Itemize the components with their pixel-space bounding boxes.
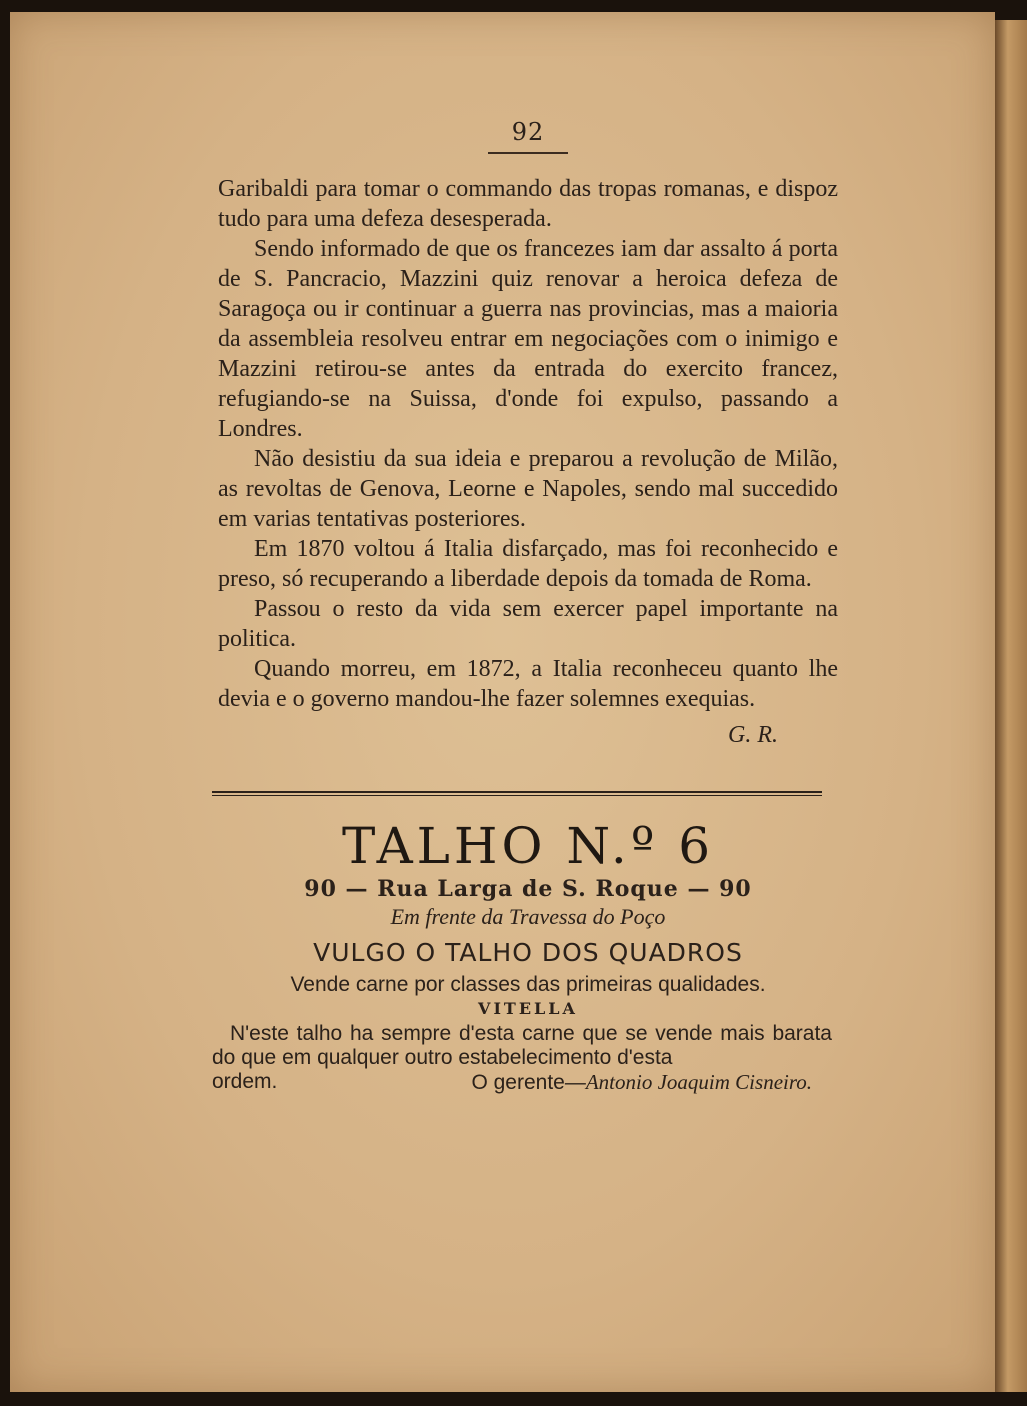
section-divider (212, 791, 822, 796)
paragraph: Sendo informado de que os francezes iam dar assalto á porta de S. Pancracio, Mazzini quiz renovar a heroica defeza de Saragoça ou ir continuar a guerra nas provincias, mas a maioria da assembleia resolveu entrar em negociações com o inimigo e Mazzini retirou-se antes da entrada do exercito francez, refugiando-se na Suissa, d'onde foi expulso, passando a Londres. (218, 236, 838, 442)
advertisement (212, 817, 838, 1095)
ad-footer (212, 1070, 812, 1095)
ad-manager-label: O gerente— (471, 1071, 586, 1094)
page-content (212, 118, 838, 1095)
ad-footer-left: ordem. (212, 1070, 278, 1093)
ad-address: 90 — Rua Larga de S. Roque — 90 (304, 876, 752, 902)
paragraph: Não desistiu da sua ideia e preparou a revolução de Milão, as revoltas de Genova, Leorne e Napoles, sendo mal succedido em varias tentativas posteriores. (218, 446, 838, 532)
ad-vitella: VITELLA (478, 999, 578, 1018)
paragraph: Garibaldi para tomar o commando das tropas romanas, e dispoz tudo para uma defeza desesperada. (218, 176, 838, 232)
paragraph: Em 1870 voltou á Italia disfarçado, mas foi reconhecido e preso, só recuperando a liberdade depois da tomada de Roma. (218, 536, 838, 592)
ad-title: TALHO N.º 6 (341, 817, 715, 875)
ad-nickname: VULGO O TALHO DOS QUADROS (313, 938, 743, 967)
ad-description: Vende carne por classes das primeiras qualidades. (290, 973, 766, 996)
ad-manager-name: Antonio Joaquim Cisneiro. (585, 1070, 812, 1094)
book-spine (995, 20, 1027, 1392)
page-number: 92 (488, 118, 568, 154)
ad-location: Em frente da Travessa do Poço (390, 904, 666, 929)
ad-note (212, 1022, 832, 1070)
paragraph: Passou o resto da vida sem exercer papel importante na politica. (218, 596, 838, 652)
article-body (218, 174, 838, 714)
paragraph: Quando morreu, em 1872, a Italia reconheceu quanto lhe devia e o governo mandou-lhe fazer solemnes exequias. (218, 656, 838, 712)
author-signature: G. R. (728, 722, 778, 748)
ad-note-text: N'este talho ha sempre d'esta carne que se vende mais barata do que em qualquer outro estabelecimento d'esta (212, 1022, 832, 1069)
ad-manager (471, 1070, 812, 1095)
